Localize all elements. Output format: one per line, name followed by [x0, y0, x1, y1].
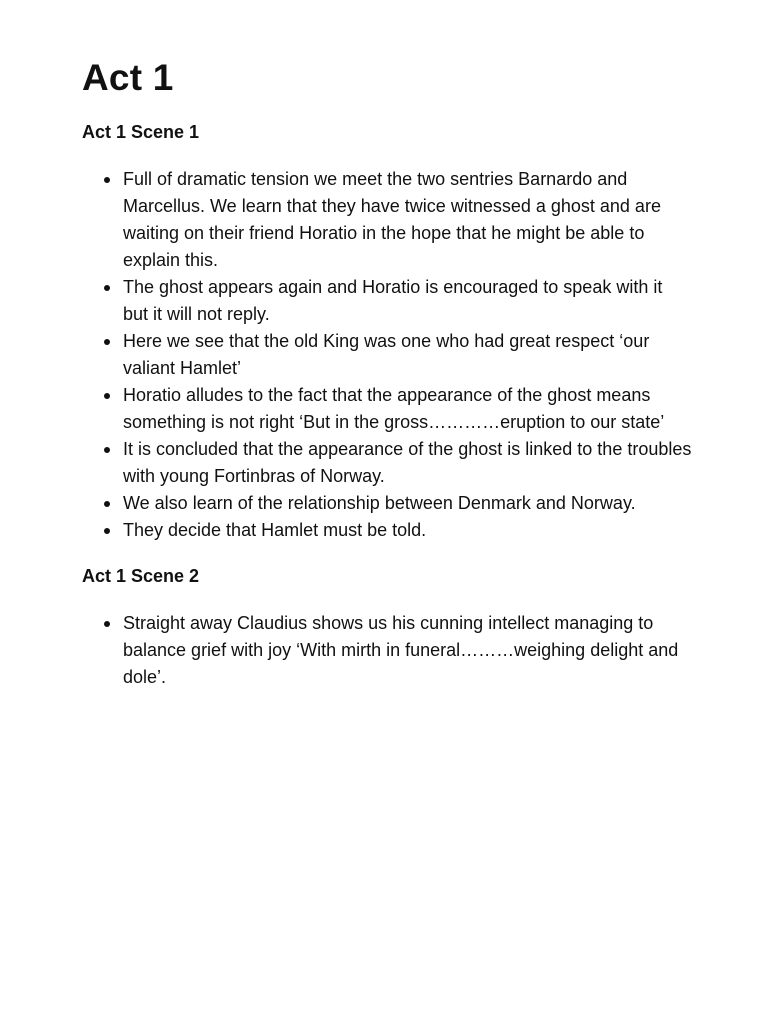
- bullet-icon: [104, 393, 110, 399]
- bullet-icon: [104, 621, 110, 627]
- list-item-text: Horatio alludes to the fact that the appearance of the ghost means something is not right ‘But in the gross…………eruption to our state’: [123, 385, 665, 432]
- list-item: [82, 610, 692, 691]
- list-item-text: The ghost appears again and Horatio is encouraged to speak with it but it will not reply.: [123, 277, 663, 324]
- list-item: [82, 274, 692, 328]
- bullet-icon: [104, 447, 110, 453]
- list-item: [82, 328, 692, 382]
- bullet-icon: [104, 528, 110, 534]
- page-title: Act 1: [82, 57, 174, 98]
- document-page: [82, 56, 692, 691]
- bullet-icon: [104, 339, 110, 345]
- scene-2-bullet-list: [82, 610, 692, 691]
- list-item-text: We also learn of the relationship between Denmark and Norway.: [123, 493, 636, 513]
- list-item-text: It is concluded that the appearance of the ghost is linked to the troubles with young Fortinbras of Norway.: [123, 439, 692, 486]
- scene-1-bullet-list: [82, 166, 692, 544]
- list-item: [82, 382, 692, 436]
- list-item-text: Here we see that the old King was one who had great respect ‘our valiant Hamlet’: [123, 331, 650, 378]
- list-item: [82, 490, 692, 517]
- bullet-icon: [104, 177, 110, 183]
- section-heading-scene-1: Act 1 Scene 1: [82, 122, 200, 142]
- section-heading-scene-2: Act 1 Scene 2: [82, 566, 200, 586]
- list-item: [82, 517, 692, 544]
- list-item: [82, 436, 692, 490]
- bullet-icon: [104, 501, 110, 507]
- list-item-text: They decide that Hamlet must be told.: [123, 520, 427, 540]
- bullet-icon: [104, 285, 110, 291]
- list-item: [82, 166, 692, 274]
- list-item-text: Straight away Claudius shows us his cunning intellect managing to balance grief with joy ‘With mirth in funeral………weighing delight and dole’.: [123, 613, 679, 687]
- list-item-text: Full of dramatic tension we meet the two sentries Barnardo and Marcellus. We learn that they have twice witnessed a ghost and are waiting on their friend Horatio in the hope that he might be able to explain this.: [123, 169, 661, 270]
